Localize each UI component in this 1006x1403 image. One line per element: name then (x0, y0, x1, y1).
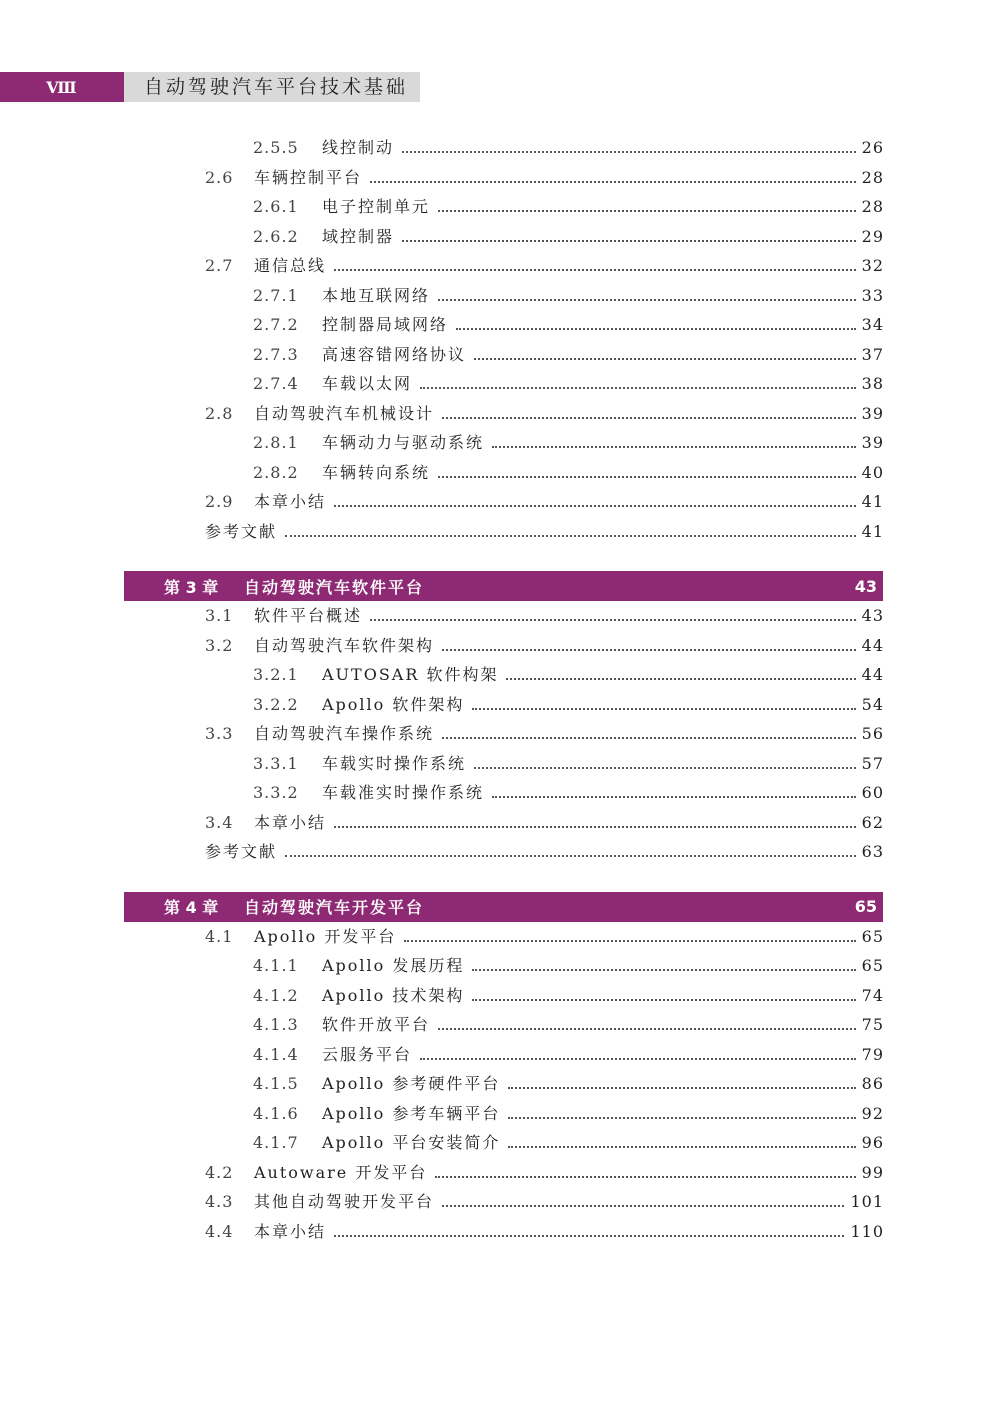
dot-leader (334, 505, 856, 507)
entry-title: 参考文献 (205, 521, 278, 541)
entry-page: 54 (861, 694, 884, 714)
toc-subsection[interactable] (253, 750, 884, 774)
dot-leader (402, 240, 856, 242)
entry-number: 2.9 (205, 492, 234, 511)
chapter-page: 65 (854, 897, 877, 916)
entry-page: 60 (861, 783, 884, 802)
toc-subsection[interactable] (253, 193, 884, 217)
dot-leader (438, 210, 856, 212)
entry-title: Autoware 开发平台 (254, 1162, 428, 1182)
entry-title: 自动驾驶汽车机械设计 (254, 403, 435, 423)
entry-page: 44 (861, 635, 884, 655)
entry-page: 56 (861, 724, 884, 743)
entry-page: 99 (861, 1162, 884, 1182)
entry-number: 4.3 (205, 1192, 234, 1211)
entry-title: AUTOSAR 软件构架 (322, 665, 499, 684)
chapter-heading[interactable] (124, 892, 883, 922)
toc-subsection[interactable] (253, 661, 884, 685)
entry-title: 软件平台概述 (254, 606, 363, 625)
toc-subsection[interactable] (253, 691, 884, 715)
dot-leader (508, 1117, 855, 1119)
dot-leader (438, 476, 856, 478)
entry-number: 4.1.7 (253, 1133, 299, 1152)
dot-leader (442, 737, 856, 739)
toc-section[interactable] (205, 164, 884, 188)
entry-number: 2.7.3 (253, 344, 299, 364)
entry-title: 车辆动力与驱动系统 (322, 433, 485, 452)
toc-subsection[interactable] (253, 1011, 884, 1035)
entry-number: 4.1.1 (253, 956, 299, 975)
entry-title: 车载准实时操作系统 (322, 783, 485, 802)
toc-subsection[interactable] (253, 982, 884, 1006)
entry-title: Apollo 平台安装简介 (322, 1133, 501, 1152)
entry-page: 79 (861, 1044, 884, 1064)
toc-section[interactable] (205, 1188, 884, 1212)
entry-page: 57 (861, 753, 884, 773)
book-title: 自动驾驶汽车平台技术基础 (124, 72, 420, 102)
toc-section[interactable] (205, 923, 884, 947)
entry-number: 4.1.6 (253, 1103, 299, 1123)
dot-leader (370, 181, 856, 183)
dot-leader (442, 649, 856, 651)
toc-subsection[interactable] (253, 1129, 884, 1153)
entry-title: 控制器局域网络 (322, 315, 449, 334)
entry-title: 云服务平台 (322, 1044, 413, 1064)
toc-subsection[interactable] (253, 1100, 884, 1124)
entry-title: 本章小结 (254, 812, 327, 832)
dot-leader (438, 299, 856, 301)
entry-number: 2.7.4 (253, 374, 299, 393)
dot-leader (492, 446, 856, 448)
entry-number: 2.8.1 (253, 433, 299, 452)
entry-title: Apollo 发展历程 (322, 956, 465, 975)
dot-leader (420, 387, 856, 389)
dot-leader (442, 1205, 844, 1207)
entry-number: 2.6 (205, 167, 234, 187)
entry-number: 2.6.2 (253, 226, 299, 246)
entry-page: 96 (861, 1133, 884, 1152)
entry-number: 2.8 (205, 403, 234, 423)
chapter-page: 43 (854, 576, 877, 596)
entry-page: 32 (861, 256, 884, 275)
dot-leader (442, 417, 856, 419)
entry-page: 33 (861, 285, 884, 305)
entry-page: 29 (861, 226, 884, 246)
toc-subsection[interactable] (253, 429, 884, 453)
dot-leader (435, 1176, 855, 1178)
entry-title: Apollo 参考车辆平台 (322, 1103, 501, 1123)
entry-number: 3.3 (205, 724, 234, 743)
entry-page: 63 (861, 842, 884, 861)
entry-number: 2.7.2 (253, 315, 299, 334)
entry-page: 37 (861, 344, 884, 364)
entry-title: 本地互联网络 (322, 285, 431, 305)
entry-number: 4.1.3 (253, 1015, 299, 1034)
entry-title: 本章小结 (254, 1221, 327, 1241)
entry-number: 3.2 (205, 635, 234, 655)
entry-number: 4.4 (205, 1221, 234, 1241)
chapter-number: 第 4 章 (164, 898, 219, 917)
entry-number: 4.1 (205, 926, 234, 946)
dot-leader (402, 151, 856, 153)
toc-references[interactable] (205, 838, 884, 862)
entry-title: 参考文献 (205, 842, 278, 861)
entry-page: 92 (861, 1103, 884, 1123)
toc-section[interactable] (205, 400, 884, 424)
entry-number: 2.5.5 (253, 138, 299, 157)
toc-subsection[interactable] (253, 223, 884, 247)
entry-number: 2.7.1 (253, 285, 299, 305)
entry-page: 26 (861, 138, 884, 157)
toc-section[interactable] (205, 632, 884, 656)
entry-title: Apollo 开发平台 (254, 926, 397, 946)
dot-leader (492, 796, 856, 798)
dot-leader (285, 535, 856, 537)
entry-page: 75 (861, 1015, 884, 1034)
toc-subsection[interactable] (253, 952, 884, 976)
entry-page: 40 (861, 462, 884, 482)
entry-page: 41 (861, 521, 884, 541)
dot-leader (472, 708, 855, 710)
dot-leader (472, 999, 855, 1001)
dot-leader (334, 1235, 844, 1237)
dot-leader (508, 1146, 855, 1148)
chapter-number: 第 3 章 (164, 577, 219, 597)
entry-page: 34 (861, 315, 884, 334)
toc-subsection[interactable] (253, 1041, 884, 1065)
page-numeral: Ⅷ (0, 72, 124, 102)
entry-page: 62 (861, 812, 884, 832)
chapter-title: 自动驾驶汽车软件平台 (244, 577, 425, 597)
entry-title: 域控制器 (322, 226, 395, 246)
entry-number: 3.2.1 (253, 665, 299, 684)
entry-number: 3.3.2 (253, 783, 299, 802)
entry-number: 2.8.2 (253, 462, 299, 482)
entry-number: 3.3.1 (253, 753, 299, 773)
toc-subsection[interactable] (253, 459, 884, 483)
dot-leader (404, 940, 855, 942)
entry-number: 4.2 (205, 1162, 234, 1182)
dot-leader (420, 1058, 856, 1060)
entry-page: 39 (861, 403, 884, 423)
entry-page: 39 (861, 433, 884, 452)
toc-section[interactable] (205, 488, 884, 512)
toc-subsection[interactable] (253, 134, 884, 158)
entry-number: 2.7 (205, 256, 234, 275)
toc-subsection[interactable] (253, 311, 884, 335)
entry-title: 高速容错网络协议 (322, 344, 467, 364)
dot-leader (474, 767, 856, 769)
entry-title: 车载实时操作系统 (322, 753, 467, 773)
toc-subsection[interactable] (253, 370, 884, 394)
dot-leader (456, 328, 856, 330)
dot-leader (334, 269, 856, 271)
entry-page: 86 (861, 1074, 884, 1093)
entry-title: 电子控制单元 (322, 197, 431, 216)
toc-section[interactable] (205, 1218, 884, 1242)
toc-section[interactable] (205, 252, 884, 276)
entry-page: 28 (861, 197, 884, 216)
entry-title: 其他自动驾驶开发平台 (254, 1192, 435, 1211)
entry-title: 车载以太网 (322, 374, 413, 393)
toc-section[interactable] (205, 1159, 884, 1183)
chapter-heading[interactable] (124, 571, 883, 601)
toc-section[interactable] (205, 720, 884, 744)
dot-leader (285, 855, 856, 857)
dot-leader (508, 1087, 855, 1089)
page-header (0, 72, 420, 102)
entry-page: 65 (861, 926, 884, 946)
entry-number: 3.1 (205, 606, 234, 625)
entry-title: 本章小结 (254, 492, 327, 511)
entry-title: 线控制动 (322, 138, 395, 157)
toc-subsection[interactable] (253, 779, 884, 803)
entry-page: 74 (861, 985, 884, 1005)
entry-page: 41 (861, 492, 884, 511)
dot-leader (334, 826, 856, 828)
toc-subsection[interactable] (253, 1070, 884, 1094)
entry-title: 通信总线 (254, 256, 327, 275)
dot-leader (474, 358, 856, 360)
entry-title: 车辆转向系统 (322, 462, 431, 482)
entry-page: 65 (861, 956, 884, 975)
entry-number: 4.1.2 (253, 985, 299, 1005)
entry-title: Apollo 技术架构 (322, 985, 465, 1005)
toc-subsection[interactable] (253, 282, 884, 306)
dot-leader (370, 619, 856, 621)
toc-subsection[interactable] (253, 341, 884, 365)
entry-number: 3.2.2 (253, 694, 299, 714)
entry-title: Apollo 软件架构 (322, 694, 465, 714)
entry-page: 43 (861, 606, 884, 625)
entry-page: 110 (850, 1221, 884, 1241)
entry-page: 101 (850, 1192, 884, 1211)
entry-page: 44 (861, 665, 884, 684)
toc-references[interactable] (205, 518, 884, 542)
toc-section[interactable] (205, 809, 884, 833)
entry-page: 28 (861, 167, 884, 187)
dot-leader (472, 969, 855, 971)
entry-title: Apollo 参考硬件平台 (322, 1074, 501, 1093)
entry-title: 软件开放平台 (322, 1015, 431, 1034)
dot-leader (438, 1028, 856, 1030)
entry-title: 车辆控制平台 (254, 167, 363, 187)
chapter-title: 自动驾驶汽车开发平台 (244, 898, 425, 917)
entry-number: 4.1.4 (253, 1044, 299, 1064)
entry-number: 2.6.1 (253, 197, 299, 216)
entry-page: 38 (861, 374, 884, 393)
entry-number: 3.4 (205, 812, 234, 832)
entry-title: 自动驾驶汽车软件架构 (254, 635, 435, 655)
entry-number: 4.1.5 (253, 1074, 299, 1093)
toc-section[interactable] (205, 602, 884, 626)
entry-title: 自动驾驶汽车操作系统 (254, 724, 435, 743)
dot-leader (506, 678, 855, 680)
